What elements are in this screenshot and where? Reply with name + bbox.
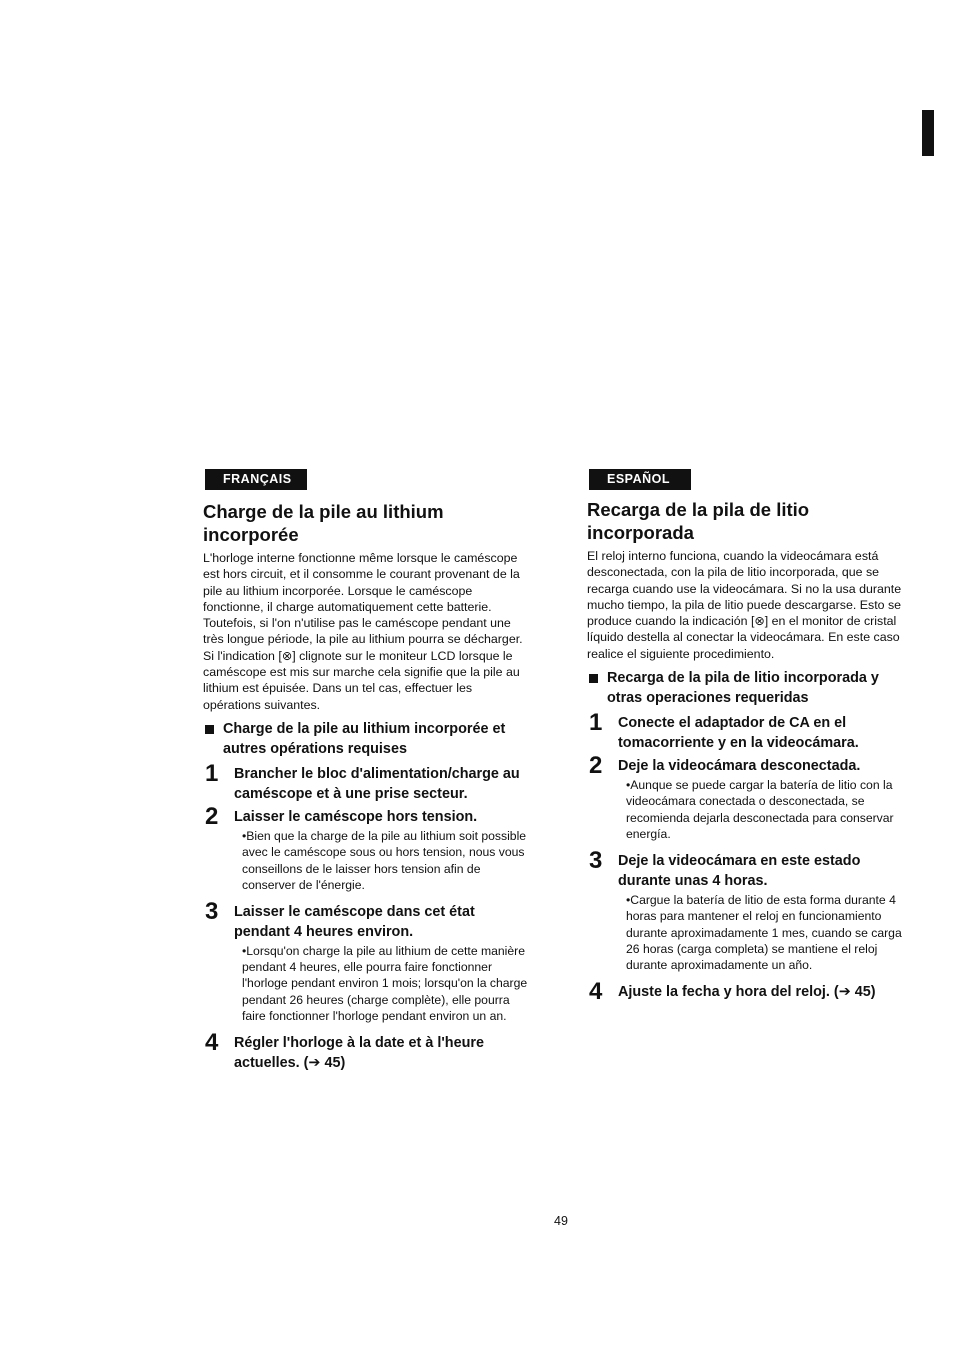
spanish-intro: El reloj interno funciona, cuando la videocámara está desconectada, con la pila de litio incorporada, que se recarga cuando use la videocámara. Si no la usa durante mucho tiempo, la pila de litio puede descargarse. Esto se produce cuando la indicación [⊗] en el monitor de cristal líquido destella al conectar la videocámara. En este caso realice el siguiente procedimiento. xyxy=(587,549,902,661)
step-note: •Cargue la batería de litio de esta forma durante 4 horas para mantener el reloj en funcionamiento durante aproximadamente 1 mes, cuando se carga 26 horas (carga completa) se mantiene el reloj durante aproximadamente un año. xyxy=(626,892,902,973)
spanish-step-2 xyxy=(587,752,912,843)
spanish-step-4 xyxy=(587,977,912,1005)
step-number: 1 xyxy=(589,709,603,737)
step-text: Laisser le caméscope dans cet état pendant 4 heures environ. xyxy=(234,903,475,940)
step-number: 4 xyxy=(205,1028,219,1056)
bullet-square-icon xyxy=(589,674,598,683)
french-step-2 xyxy=(203,802,533,894)
bullet-square-icon xyxy=(205,725,214,734)
step-number: 2 xyxy=(589,752,603,780)
step-text: Laisser le caméscope hors tension. xyxy=(234,808,478,825)
step-number: 4 xyxy=(589,977,603,1005)
language-tag-spanish: ESPAÑOL xyxy=(589,469,691,490)
language-tag-french: FRANÇAIS xyxy=(205,469,307,490)
page-number: 49 xyxy=(554,1214,568,1228)
step-number: 3 xyxy=(589,846,603,874)
spanish-step-3 xyxy=(587,846,912,974)
step-text: Brancher le bloc d'alimentation/charge au caméscope et à une prise secteur. xyxy=(234,765,520,802)
spanish-column xyxy=(587,469,912,1004)
edge-index-tab xyxy=(922,110,934,156)
step-text: Ajuste la fecha y hora del reloj. (➔ 45) xyxy=(618,983,876,1000)
step-note: •Aunque se puede cargar la batería de litio con la videocámara conectada o desconectada, se recomienda dejarla desconectada para conservar energía. xyxy=(626,778,894,842)
french-step-4 xyxy=(203,1028,533,1073)
french-section-text: Charge de la pile au lithium incorporée et autres opérations requises xyxy=(223,720,506,757)
french-column xyxy=(203,469,533,1075)
french-section-heading xyxy=(203,719,533,759)
step-text: Régler l'horloge à la date et à l'heure actuelles. (➔ 45) xyxy=(234,1034,484,1071)
spanish-section-heading xyxy=(587,668,912,708)
step-number: 2 xyxy=(205,802,219,830)
step-text: Deje la videocámara desconectada. xyxy=(618,758,861,775)
french-intro: L'horloge interne fonctionne même lorsque le caméscope est hors circuit, et il consomme le courant provenant de la pile au lithium incorporée. Lorsque le caméscope fonctionne, il charge automatiquement cette batterie. Toutefois, si l'on n'utilise pas le caméscope pendant une très longue période, la pile au lithium pourra se décharger. Si l'indication [⊗] clignote sur le moniteur LCD lorsque le caméscope est mis sur marche cela signifie que la pile au lithium est épuisée. Dans un tel cas, effectuer les opérations suivantes. xyxy=(203,551,523,712)
step-text: Deje la videocámara en este estado durante unas 4 horas. xyxy=(618,852,861,889)
step-text: Conecte el adaptador de CA en el tomacorriente y en la videocámara. xyxy=(618,715,859,752)
spanish-step-1 xyxy=(587,709,912,753)
step-number: 1 xyxy=(205,759,219,787)
step-number: 3 xyxy=(205,897,219,925)
french-title: Charge de la pile au lithium incorporée xyxy=(203,501,444,545)
step-note: •Lorsqu'on charge la pile au lithium de cette manière pendant 4 heures, elle pourra faire fonctionner l'horloge pendant environ 1 mois; lorsqu'on la charge pendant 26 heures (charge complète), elle pourra faire fonctionner l'horloge pendant environ un an. xyxy=(242,943,528,1024)
french-step-1 xyxy=(203,759,533,804)
spanish-title: Recarga de la pila de litio incorporada xyxy=(587,499,810,543)
spanish-section-text: Recarga de la pila de litio incorporada y otras operaciones requeridas xyxy=(607,670,879,707)
step-note: •Bien que la charge de la pile au lithium soit possible avec le caméscope sous ou hors tension, nous vous conseillons de le laisser hors tension afin de conserver de l'énergie. xyxy=(242,828,527,893)
french-step-3 xyxy=(203,897,533,1025)
